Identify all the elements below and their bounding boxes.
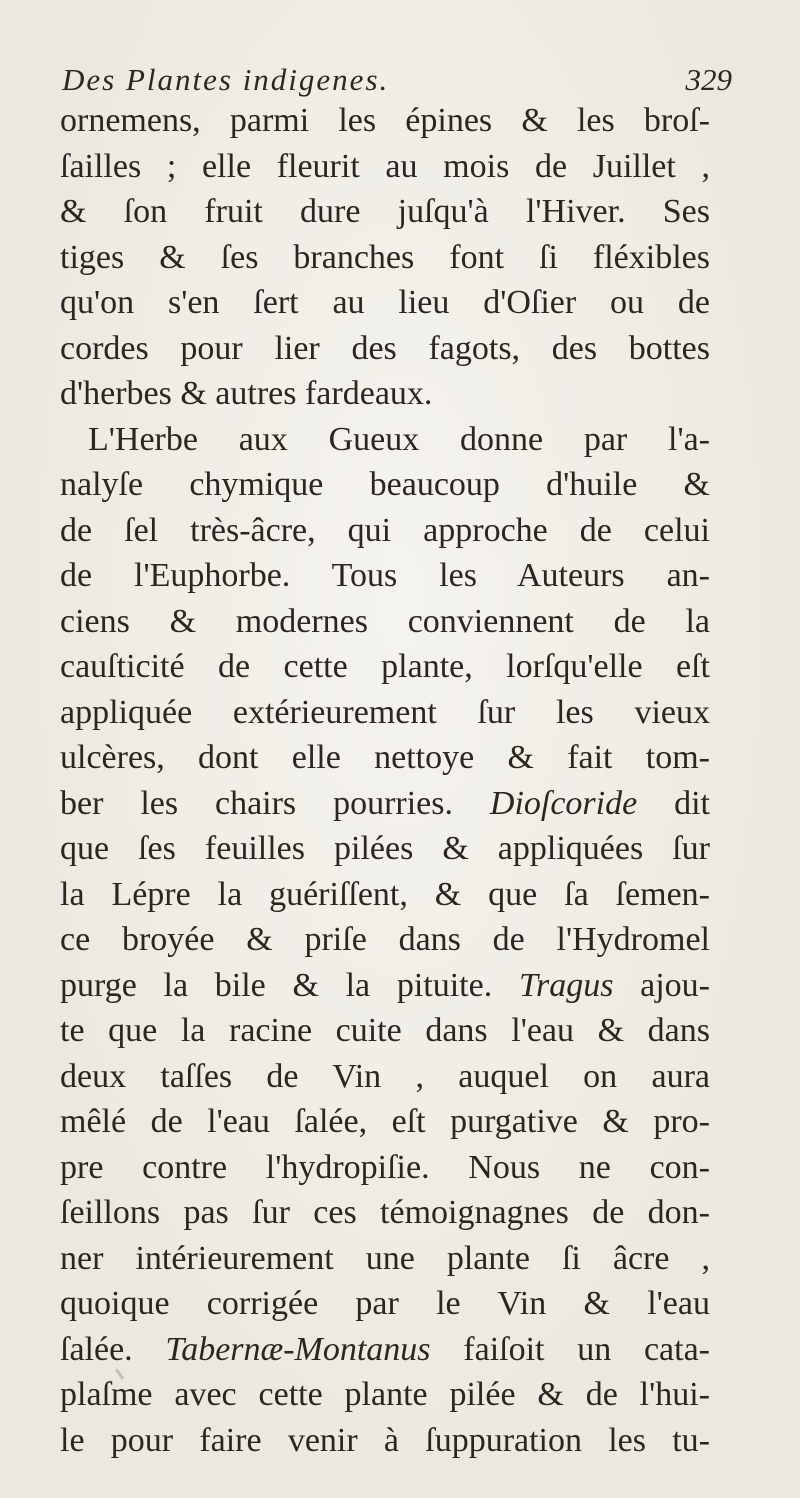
text-line <box>60 963 710 1009</box>
text-line: ciens & modernes conviennent de la <box>60 602 710 640</box>
text-line: tiges & ſes branches font ſi fléxibles <box>60 238 710 276</box>
text-line: te que la racine cuite dans l'eau & dans <box>60 1012 710 1049</box>
text-line: cordes pour lier des fagots, des bottes <box>60 329 710 367</box>
text-segment: ber les chairs pourries. <box>60 784 453 822</box>
text-line: qu'on s'en ſert au lieu d'Oſier ou de <box>60 284 710 321</box>
text-line: deux taſſes de Vin , auquel on aura <box>60 1057 710 1095</box>
author-name: Tabernæ-Montanus <box>165 1330 431 1368</box>
author-name: Tragus <box>518 966 614 1004</box>
text-line: plaſme avec cette plante pilée & de l'hui- <box>60 1376 710 1413</box>
page-number: 329 <box>685 62 732 97</box>
running-title: Des Plantes indigenes. <box>62 62 390 97</box>
text-line: d'herbes & autres fardeaux. <box>60 375 433 412</box>
text-line: & ſon fruit dure juſqu'à l'Hiver. Ses <box>60 193 710 230</box>
text-line <box>60 781 710 827</box>
text-line: le pour faire venir à ſuppuration les tu- <box>60 1421 710 1459</box>
text-line: que ſes feuilles pilées & appliquées ſur <box>60 830 710 867</box>
text-line: ner intérieurement une plante ſi âcre , <box>60 1239 710 1277</box>
text-line: ſailles ; elle fleurit au mois de Juillet , <box>60 147 710 185</box>
text-segment: dit <box>637 784 710 822</box>
text-line: pre contre l'hydropiſie. Nous ne con- <box>60 1148 710 1186</box>
text-line: appliquée extérieurement ſur les vieux <box>60 693 710 731</box>
text-line: de ſel très-âcre, qui approche de celui <box>60 511 710 549</box>
text-line: ce broyée & priſe dans de l'Hydromel <box>60 921 710 958</box>
text-line: la Lépre la guériſſent, & que ſa ſemen- <box>60 875 710 913</box>
text-line: L'Herbe aux Gueux donne par l'a- <box>88 420 710 458</box>
text-line: cauſticité de cette plante, lorſqu'elle eſt <box>60 648 710 685</box>
running-head <box>62 62 732 102</box>
text-line: ornemens, parmi les épines & les broſ- <box>60 102 710 139</box>
body-text <box>60 98 710 1463</box>
author-name: Dioſcoride <box>489 784 638 822</box>
text-line: nalyſe chymique beaucoup d'huile & <box>60 466 710 503</box>
text-line: de l'Euphorbe. Tous les Auteurs an- <box>60 557 710 594</box>
text-line: mêlé de l'eau ſalée, eſt purgative & pro- <box>60 1103 710 1140</box>
text-segment: purge la bile & la pituite. <box>60 966 493 1004</box>
text-segment: faiſoit un cata- <box>430 1330 711 1368</box>
text-line: quoique corrigée par le Vin & l'eau <box>60 1285 710 1322</box>
text-line: ſeillons pas ſur ces témoignagnes de don- <box>60 1194 710 1231</box>
text-line <box>60 1327 710 1373</box>
text-segment: ajou- <box>613 966 711 1004</box>
text-line: ulcères, dont elle nettoye & fait tom- <box>60 739 710 776</box>
text-segment: ſalée. <box>60 1330 133 1368</box>
